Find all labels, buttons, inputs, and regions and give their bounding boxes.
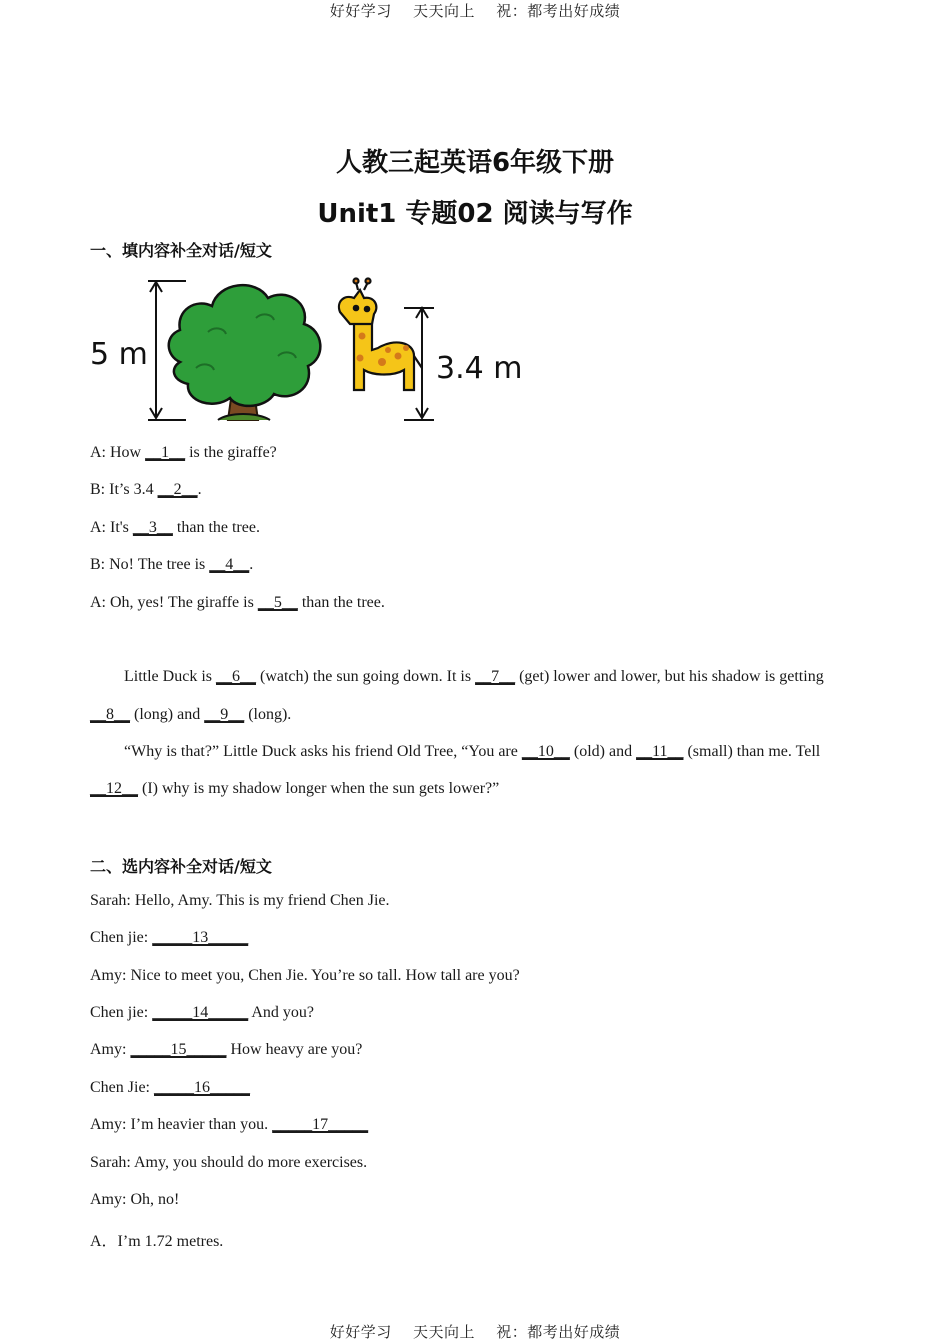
blank-11: __11__ bbox=[636, 743, 684, 760]
page-subtitle: Unit1 专题02 阅读与写作 bbox=[317, 199, 633, 229]
blank-9: __9__ bbox=[204, 706, 245, 723]
option-a-text: A．I’m 1.72 metres. bbox=[90, 1233, 224, 1250]
blank-2: __2__ bbox=[157, 481, 198, 498]
line-text: Amy: Oh, no! bbox=[90, 1191, 180, 1208]
blank-16: _____16_____ bbox=[154, 1079, 250, 1096]
header-item: 好好学习 bbox=[329, 2, 392, 20]
passage-line bbox=[124, 668, 824, 686]
blank-14: _____14_____ bbox=[152, 1004, 249, 1021]
line-text: is the giraffe? bbox=[185, 444, 277, 461]
dialogue-line bbox=[90, 967, 520, 985]
passage-line bbox=[90, 706, 291, 724]
line-text: (old) and bbox=[569, 743, 637, 760]
line-text: than the tree. bbox=[172, 519, 260, 536]
footer-item: 祝：都考出好成绩 bbox=[496, 1323, 621, 1341]
tree-giraffe-illustration bbox=[88, 272, 528, 430]
line-text: . bbox=[249, 556, 254, 573]
dialogue-line bbox=[90, 519, 260, 537]
dialogue-line bbox=[90, 1154, 367, 1172]
page-footer bbox=[0, 1321, 950, 1342]
giraffe-height-label: 3.4 m bbox=[436, 351, 523, 386]
line-text: than the tree. bbox=[297, 594, 385, 611]
line-text: And you? bbox=[248, 1004, 314, 1021]
header-item: 祝：都考出好成绩 bbox=[496, 2, 621, 20]
dialogue-line bbox=[90, 1041, 362, 1059]
page-header bbox=[0, 0, 950, 21]
passage-line bbox=[90, 780, 499, 798]
header-item: 天天向上 bbox=[412, 2, 475, 20]
line-text: (watch) the sun going down. It is bbox=[255, 668, 476, 685]
blank-4: __4__ bbox=[209, 556, 250, 573]
blank-8: __8__ bbox=[90, 706, 130, 723]
dialogue-line bbox=[90, 1004, 314, 1022]
blank-17: _____17_____ bbox=[272, 1116, 369, 1133]
blank-7: __7__ bbox=[475, 668, 516, 685]
blank-3: __3__ bbox=[132, 519, 173, 536]
line-text: (I) why is my shadow longer when the sun gets lower?” bbox=[138, 780, 500, 797]
line-text: How heavy are you? bbox=[226, 1041, 363, 1058]
blank-5: __5__ bbox=[257, 594, 298, 611]
line-text: Chen Jie: bbox=[90, 1079, 154, 1096]
line-text: (long). bbox=[244, 706, 292, 723]
blank-6: __6__ bbox=[215, 668, 256, 685]
blank-12: __12__ bbox=[90, 780, 138, 797]
line-text: A: How bbox=[90, 444, 146, 461]
line-text: Amy: I’m heavier than you. bbox=[90, 1116, 273, 1133]
blank-15: _____15_____ bbox=[130, 1041, 227, 1058]
dialogue-line bbox=[90, 444, 277, 462]
blank-10: __10__ bbox=[521, 743, 570, 760]
dialogue-line bbox=[90, 594, 385, 612]
blank-1: __1__ bbox=[145, 444, 186, 461]
giraffe-icon bbox=[339, 279, 422, 391]
line-text: . bbox=[197, 481, 202, 498]
option-line bbox=[90, 1228, 223, 1251]
line-text: (long) and bbox=[130, 706, 205, 723]
line-text: (get) lower and lower, but his shadow is getting bbox=[515, 668, 824, 685]
dialogue-line bbox=[90, 1079, 250, 1097]
line-text: Sarah: Amy, you should do more exercises. bbox=[90, 1154, 368, 1171]
page-title: 人教三起英语6年级下册 bbox=[335, 148, 615, 178]
section1-heading: 一、填内容补全对话/短文 bbox=[90, 241, 272, 260]
line-text: (small) than me. Tell bbox=[683, 743, 821, 760]
line-text: Little Duck is bbox=[124, 668, 216, 685]
dialogue-line bbox=[90, 892, 390, 910]
line-text: Amy: bbox=[90, 1041, 131, 1058]
line-text: A: Oh, yes! The giraffe is bbox=[90, 594, 258, 611]
line-text: Sarah: Hello, Amy. This is my friend Chen Jie. bbox=[90, 892, 390, 909]
tree-height-label: 5 m bbox=[90, 337, 148, 372]
line-text: A: It's bbox=[90, 519, 133, 536]
blank-13: _____13_____ bbox=[152, 929, 249, 946]
line-text: B: No! The tree is bbox=[90, 556, 210, 573]
line-text: “Why is that?” Little Duck asks his friend Old Tree, “You are bbox=[124, 743, 522, 760]
dialogue-line bbox=[90, 929, 248, 947]
dialogue-line bbox=[90, 556, 253, 574]
line-text: B: It’s 3.4 bbox=[90, 481, 158, 498]
footer-item: 天天向上 bbox=[412, 1323, 475, 1341]
section2-heading: 二、选内容补全对话/短文 bbox=[90, 857, 272, 876]
line-text: Chen jie: bbox=[90, 929, 153, 946]
footer-item: 好好学习 bbox=[329, 1323, 392, 1341]
line-text: Chen jie: bbox=[90, 1004, 153, 1021]
passage-line bbox=[124, 743, 820, 761]
dialogue-line bbox=[90, 1116, 368, 1134]
line-text: Amy: Nice to meet you, Chen Jie. You’re so tall. How tall are you? bbox=[90, 967, 520, 984]
dialogue-line bbox=[90, 1191, 179, 1209]
tree-icon bbox=[169, 285, 321, 420]
dialogue-line bbox=[90, 481, 202, 499]
